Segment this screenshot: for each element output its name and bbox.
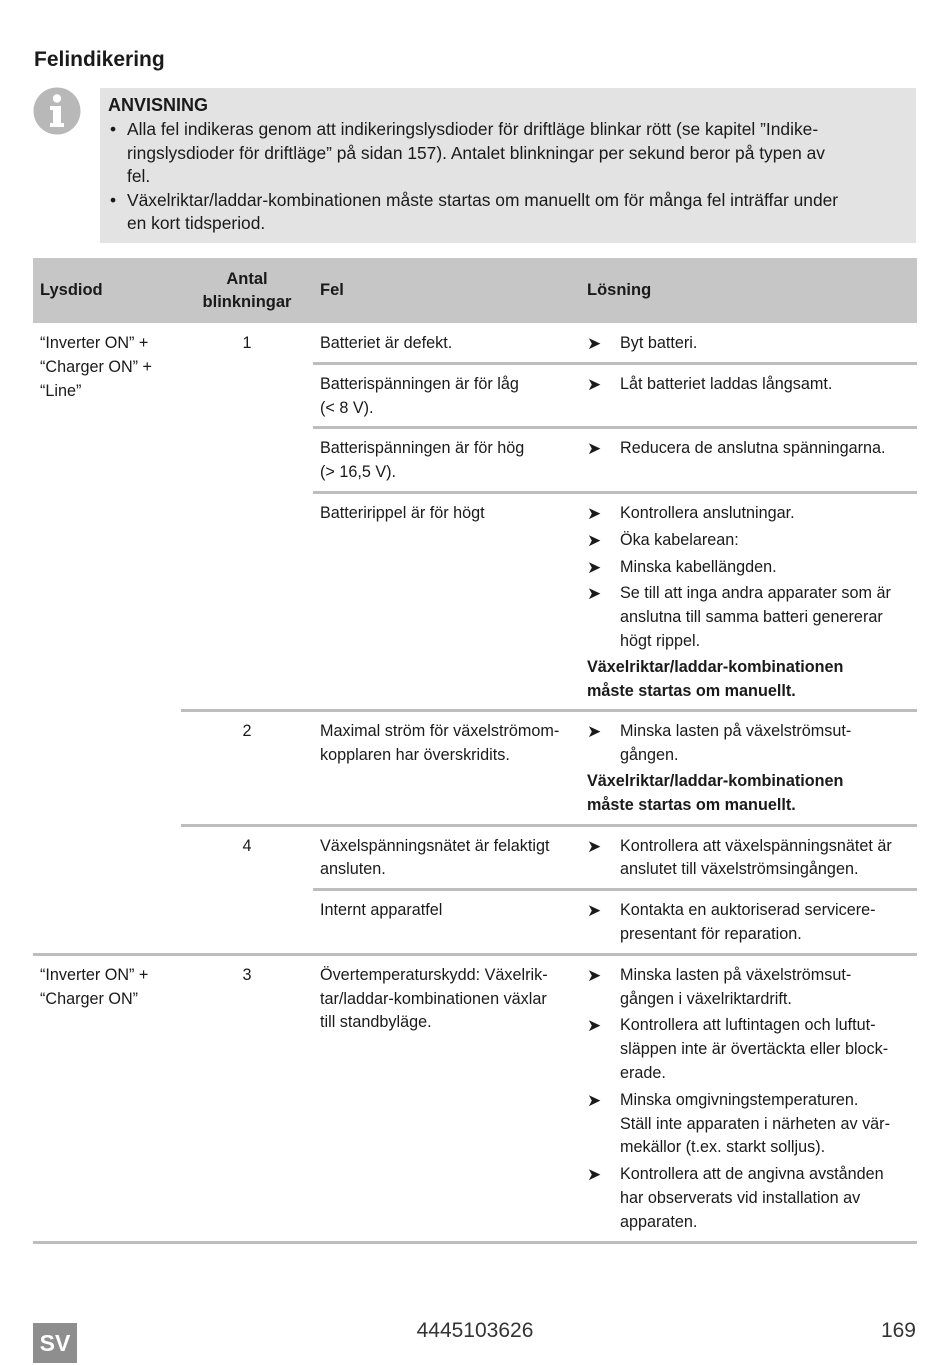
fault-line: Batterispänningen är för hög (320, 439, 525, 458)
fault-line: Övertemperaturskydd: Växelrik- (320, 965, 548, 984)
arrow-icon: ➤ (587, 1090, 602, 1110)
count-cell: 2 (181, 711, 313, 825)
arrow-icon: ➤ (587, 584, 602, 604)
solution-cell (580, 954, 917, 1242)
action-line: Kontrollera att luftintagen och luftut- (620, 1016, 876, 1035)
fault-cell (313, 492, 580, 710)
document-number: 4445103626 (416, 1319, 534, 1342)
fault-line: tar/laddar-kombinationen växlar (320, 989, 547, 1008)
solution-cell (580, 825, 917, 890)
fault-cell (313, 825, 580, 890)
fault-cell (313, 428, 580, 493)
arrow-icon: ➤ (587, 334, 602, 353)
action-line: apparaten. (620, 1212, 698, 1231)
action-item (587, 899, 910, 947)
restart-note-line: måste startas om manuellt. (587, 795, 796, 814)
section-heading: Felindikering (34, 48, 165, 71)
solution-cell (580, 492, 917, 710)
arrow-icon: ➤ (587, 901, 602, 921)
restart-note (587, 656, 910, 704)
action-item (587, 332, 910, 356)
note-line: en kort tidsperiod. (127, 213, 266, 233)
action-line: mekällor (t.ex. starkt solljus). (620, 1138, 826, 1157)
header-fault: Fel (313, 258, 580, 323)
action-line: Minska kabellängden. (620, 557, 777, 576)
table-header-row (33, 258, 917, 323)
action-line: Låt batteriet laddas långsamt. (620, 374, 833, 393)
bullet: • (110, 189, 117, 210)
action-line: anslutna till samma batteri genererar (620, 608, 883, 627)
note-line: Växelriktar/laddar-kombinationen måste startas om manuellt om för många fel inträffar under (127, 189, 839, 210)
action-item (587, 964, 910, 1012)
action-line: gången i växelriktardrift. (620, 989, 792, 1008)
note-box (100, 88, 916, 243)
action-item (587, 720, 910, 768)
arrow-icon: ➤ (587, 374, 602, 394)
count-cell: 1 (242, 334, 252, 352)
table-row (33, 954, 917, 1242)
action-line: Kontakta en auktoriserad servicere- (620, 901, 876, 920)
fault-line: kopplaren har överskridits. (320, 746, 510, 765)
note-title: ANVISNING (108, 95, 209, 115)
fault-table (33, 258, 917, 1244)
action-line: Reducera de anslutna spänningarna. (620, 439, 886, 458)
note-list (108, 118, 906, 236)
action-item (587, 373, 910, 397)
arrow-icon: ➤ (587, 722, 602, 742)
restart-note-line: Växelriktar/laddar-kombinationen (587, 771, 844, 790)
led-line: “Inverter ON” + (40, 334, 149, 352)
language-badge: SV (33, 1323, 77, 1363)
action-line: har observerats vid installation av (620, 1188, 861, 1207)
solution-cell (580, 428, 917, 493)
fault-line: Internt apparatfel (320, 901, 443, 920)
action-item (587, 835, 910, 883)
action-line: släppen inte är övertäckta eller block- (620, 1040, 889, 1059)
led-line: “Charger ON” (40, 989, 139, 1008)
restart-note-line: Växelriktar/laddar-kombinationen (587, 657, 844, 676)
arrow-icon: ➤ (587, 557, 602, 577)
bullet: • (110, 119, 117, 139)
solution-cell (580, 323, 917, 363)
arrow-icon: ➤ (587, 965, 602, 985)
action-line: högt rippel. (620, 631, 701, 650)
led-cell (33, 323, 181, 954)
fault-cell (313, 323, 580, 363)
action-line: Minska omgivningstemperaturen. (620, 1090, 859, 1109)
action-line: Kontrollera anslutningar. (620, 503, 795, 522)
arrow-icon: ➤ (587, 1016, 602, 1036)
note-line: Alla fel indikeras genom att indikeringslysdioder för driftläge blinkar rött (se kapitel ”Indike- (127, 119, 819, 139)
solution-cell (580, 711, 917, 825)
restart-note-line: måste startas om manuellt. (587, 681, 796, 700)
fault-line: Växelspänningsnätet är felaktigt (320, 836, 550, 855)
arrow-icon: ➤ (587, 836, 602, 856)
fault-cell (313, 890, 580, 955)
led-cell (33, 954, 181, 1242)
fault-cell (313, 363, 580, 428)
action-item (587, 437, 910, 461)
action-item (587, 582, 910, 653)
action-item (587, 502, 910, 526)
header-count-line: blinkningar (202, 292, 292, 311)
action-line: Minska lasten på växelströmsut- (620, 965, 852, 984)
fault-line: Maximal ström för växelströmom- (320, 722, 560, 741)
note-item (108, 189, 906, 236)
action-line: presentant för reparation. (620, 924, 802, 943)
action-line: Öka kabelarean: (620, 530, 739, 549)
fault-line: till standbyläge. (320, 1013, 432, 1032)
led-line: “Charger ON” + (40, 357, 152, 376)
fault-line: Batteririppel är för högt (320, 503, 485, 522)
note-line: ringslysdioder för driftläge” på sidan 157). Antalet blinkningar per sekund beror på typen av (127, 142, 825, 163)
fault-line: (< 8 V). (320, 398, 374, 417)
arrow-icon: ➤ (587, 503, 602, 523)
table-row (33, 323, 917, 363)
restart-note (587, 770, 910, 818)
fault-line: ansluten. (320, 860, 386, 879)
action-item (587, 529, 910, 553)
led-line: “Inverter ON” + (40, 965, 149, 984)
action-line: Ställ inte apparaten i närheten av vär- (620, 1114, 890, 1133)
action-item (587, 1163, 910, 1234)
count-cell: 3 (181, 954, 313, 1242)
action-item (587, 1089, 910, 1160)
action-line: Kontrollera att växelspänningsnätet är (620, 836, 892, 855)
header-solution: Lösning (580, 258, 917, 323)
arrow-icon: ➤ (587, 530, 602, 550)
action-line: Se till att inga andra apparater som är (620, 584, 891, 603)
note-line: fel. (127, 166, 151, 186)
fault-cell (313, 954, 580, 1242)
action-line: Minska lasten på växelströmsut- (620, 722, 852, 741)
action-item (587, 1014, 910, 1085)
action-item (587, 556, 910, 580)
action-line: erade. (620, 1063, 666, 1082)
header-count (181, 258, 313, 323)
arrow-icon: ➤ (587, 1165, 602, 1185)
page-number: 169 (880, 1319, 916, 1342)
header-count-line: Antal (226, 269, 268, 288)
solution-cell (580, 363, 917, 428)
fault-cell (313, 711, 580, 825)
action-line: Kontrollera att de angivna avstånden (620, 1165, 884, 1184)
count-cell: 4 (181, 825, 313, 954)
action-line: gången. (620, 746, 679, 765)
header-led: Lysdiod (33, 258, 181, 323)
fault-line: (> 16,5 V). (320, 463, 397, 482)
solution-cell (580, 890, 917, 955)
arrow-icon: ➤ (587, 439, 602, 459)
fault-line: Batteriet är defekt. (320, 334, 453, 352)
action-line: anslutet till växelströmsingången. (620, 860, 859, 879)
action-line: Byt batteri. (620, 334, 698, 352)
fault-line: Batterispänningen är för låg (320, 374, 519, 393)
note-item (108, 118, 906, 189)
info-icon (33, 87, 81, 135)
led-line: “Line” (40, 381, 82, 400)
